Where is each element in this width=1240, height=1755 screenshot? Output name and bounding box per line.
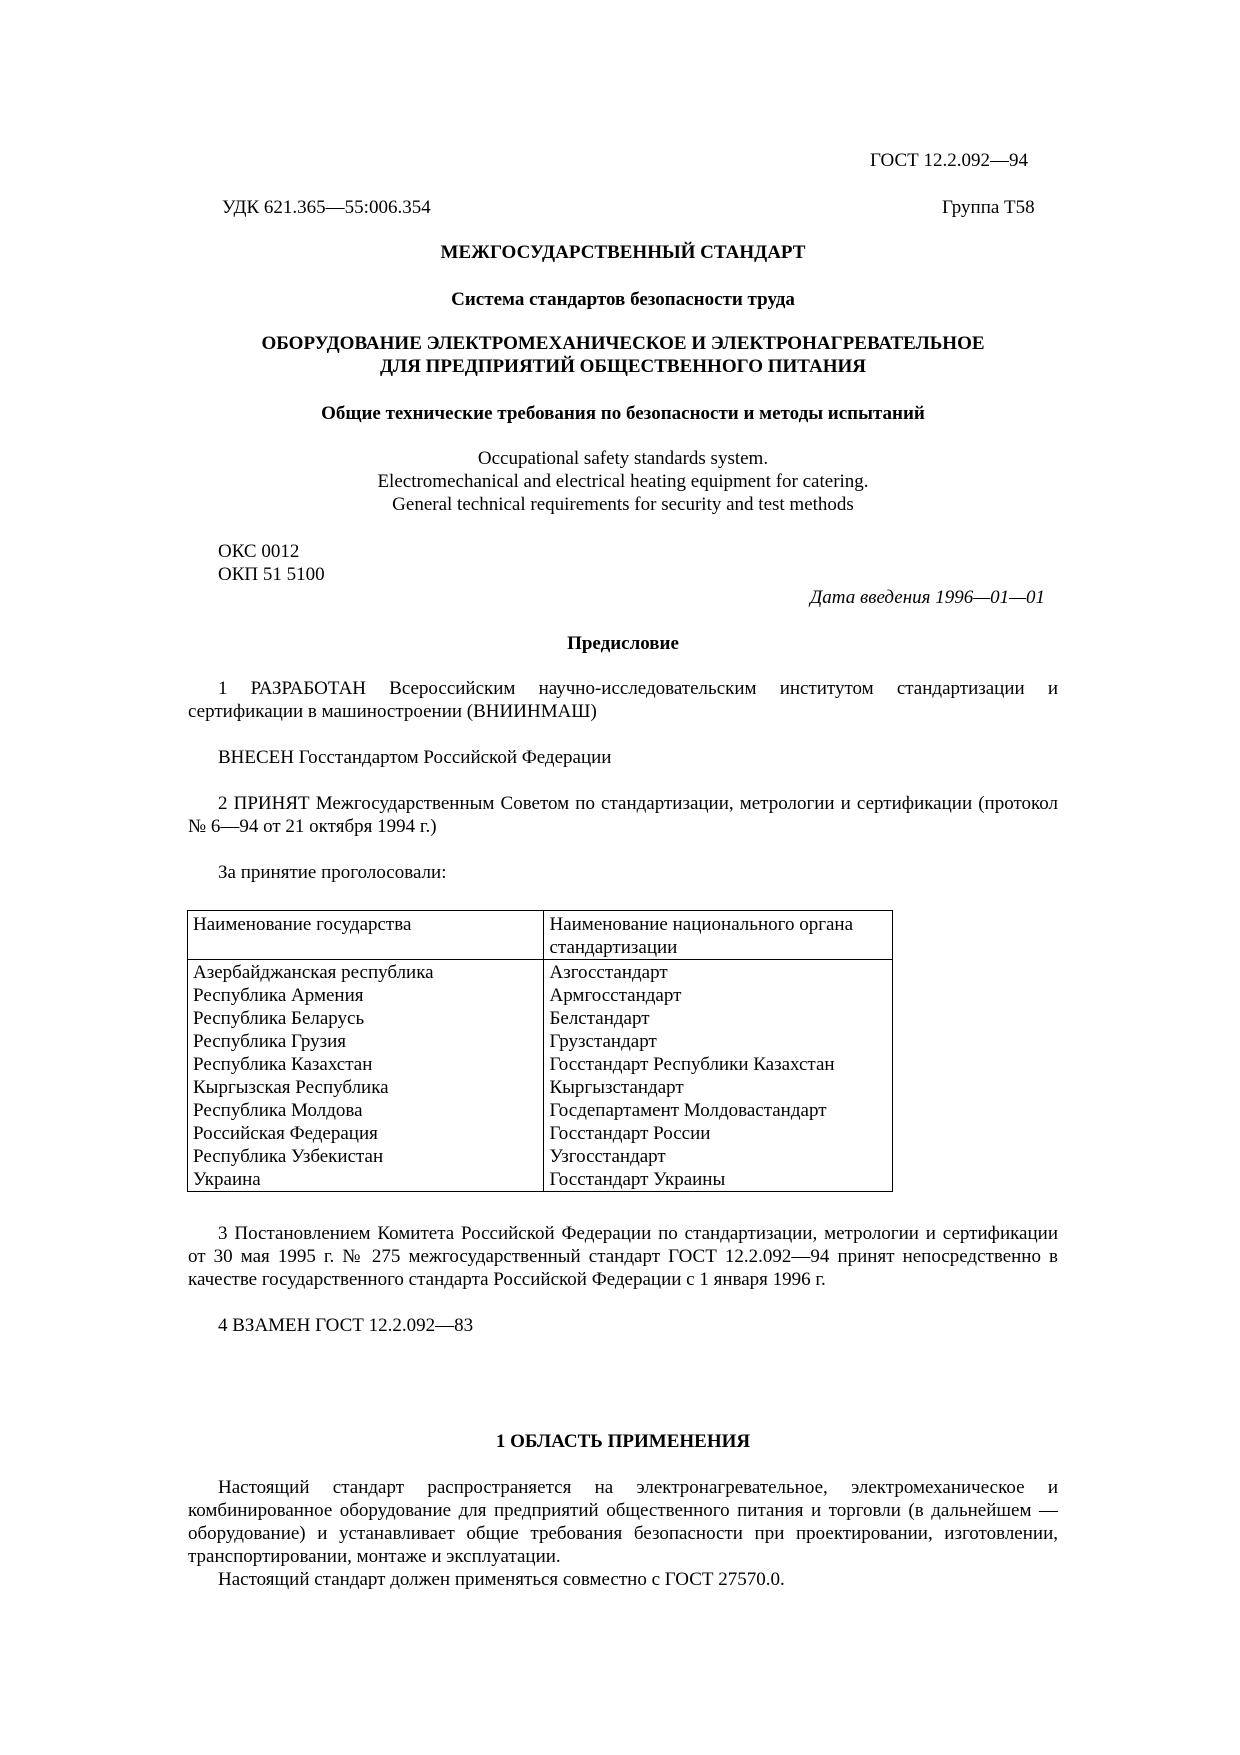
state-name: Республика Узбекистан bbox=[188, 1145, 544, 1168]
state-name: Республика Молдова bbox=[188, 1099, 544, 1122]
table-row bbox=[188, 960, 893, 985]
table-row bbox=[188, 1099, 893, 1122]
foreword-paragraph-2: ВНЕСЕН Госстандартом Российской Федерации bbox=[218, 747, 612, 768]
state-name: Российская Федерация bbox=[188, 1122, 544, 1145]
section-1-paragraph-2: Настоящий стандарт должен применяться совместно с ГОСТ 27570.0. bbox=[218, 1569, 785, 1590]
oks-code: ОКС 0012 bbox=[218, 541, 300, 562]
section-1-paragraph-1: Настоящий стандарт распространяется на электронагревательное, электромеханическое и комбинированное оборудование для предприятий общественного питания и торговли (в дальнейшем — оборудование) и устанавливает общие требования безопасности при проектировании, изготовлении, транспортировании, монтаже и эксплуатации. bbox=[188, 1477, 1058, 1567]
section-1-heading: 1 ОБЛАСТЬ ПРИМЕНЕНИЯ bbox=[495, 1431, 751, 1452]
table-row bbox=[188, 1007, 893, 1030]
national-body: Азгосстандарт bbox=[544, 960, 893, 985]
national-body: Госстандарт России bbox=[544, 1122, 893, 1145]
national-body: Госстандарт Республики Казахстан bbox=[544, 1053, 893, 1076]
table-header-row bbox=[188, 911, 893, 960]
foreword-paragraph-3: 2 ПРИНЯТ Межгосударственным Советом по стандартизации, метрологии и сертификации (протокол № 6—94 от 21 октября 1994 г.) bbox=[188, 793, 1058, 837]
state-name: Республика Армения bbox=[188, 984, 544, 1007]
document-subtitle: Общие технические требования по безопасности и методы испытаний bbox=[321, 403, 925, 424]
group-code: Группа Т58 bbox=[942, 197, 1035, 218]
national-body: Госдепартамент Молдовастандарт bbox=[544, 1099, 893, 1122]
gost-number: ГОСТ 12.2.092—94 bbox=[870, 150, 1028, 171]
state-name: Украина bbox=[188, 1168, 544, 1192]
national-body: Белстандарт bbox=[544, 1007, 893, 1030]
main-title-line1: ОБОРУДОВАНИЕ ЭЛЕКТРОМЕХАНИЧЕСКОЕ И ЭЛЕКТРОНАГРЕВАТЕЛЬНОЕ bbox=[261, 333, 985, 354]
state-name: Азербайджанская республика bbox=[188, 960, 544, 985]
national-body: Грузстандарт bbox=[544, 1030, 893, 1053]
state-name: Кыргызская Республика bbox=[188, 1076, 544, 1099]
table-header-national-body: Наименование национального органа стандартизации bbox=[544, 911, 893, 960]
national-body: Госстандарт Украины bbox=[544, 1168, 893, 1192]
national-body: Армгосстандарт bbox=[544, 984, 893, 1007]
table-row bbox=[188, 1122, 893, 1145]
english-title-line2: Electromechanical and electrical heating equipment for catering. bbox=[377, 471, 869, 492]
voting-states-table bbox=[187, 910, 893, 1192]
table-header-state: Наименование государства bbox=[188, 911, 544, 960]
udk-code: УДК 621.365—55:006.354 bbox=[222, 197, 431, 218]
table-row bbox=[188, 1076, 893, 1099]
foreword-paragraph-4: За принятие проголосовали: bbox=[218, 862, 447, 883]
okp-code: ОКП 51 5100 bbox=[218, 564, 325, 585]
national-body: Узгосстандарт bbox=[544, 1145, 893, 1168]
table-row bbox=[188, 984, 893, 1007]
table-row bbox=[188, 1030, 893, 1053]
foreword-paragraph-1: 1 РАЗРАБОТАН Всероссийским научно-исследовательским институтом стандартизации и сертификации в машиностроении (ВНИИНМАШ) bbox=[188, 678, 1058, 722]
table-row bbox=[188, 1053, 893, 1076]
table-row bbox=[188, 1168, 893, 1192]
system-title: Система стандартов безопасности труда bbox=[451, 289, 795, 310]
foreword-paragraph-5: 3 Постановлением Комитета Российской Федерации по стандартизации, метрологии и сертификации от 30 мая 1995 г. № 275 межгосударственный стандарт ГОСТ 12.2.092—94 принят непосредственно в качестве государственного стандарта Российской Федерации с 1 января 1996 г. bbox=[188, 1223, 1058, 1290]
introduction-date: Дата введения 1996—01—01 bbox=[810, 587, 1045, 608]
english-title-line3: General technical requirements for security and test methods bbox=[392, 494, 854, 515]
table-row bbox=[188, 1145, 893, 1168]
foreword-heading: Предисловие bbox=[567, 633, 679, 654]
state-name: Республика Грузия bbox=[188, 1030, 544, 1053]
state-name: Республика Казахстан bbox=[188, 1053, 544, 1076]
state-name: Республика Беларусь bbox=[188, 1007, 544, 1030]
foreword-paragraph-6: 4 ВЗАМЕН ГОСТ 12.2.092—83 bbox=[218, 1315, 474, 1336]
main-title-line2: ДЛЯ ПРЕДПРИЯТИЙ ОБЩЕСТВЕННОГО ПИТАНИЯ bbox=[379, 356, 867, 377]
national-body: Кыргызстандарт bbox=[544, 1076, 893, 1099]
english-title-line1: Occupational safety standards system. bbox=[477, 448, 769, 469]
standard-type-title: МЕЖГОСУДАРСТВЕННЫЙ СТАНДАРТ bbox=[440, 242, 806, 263]
